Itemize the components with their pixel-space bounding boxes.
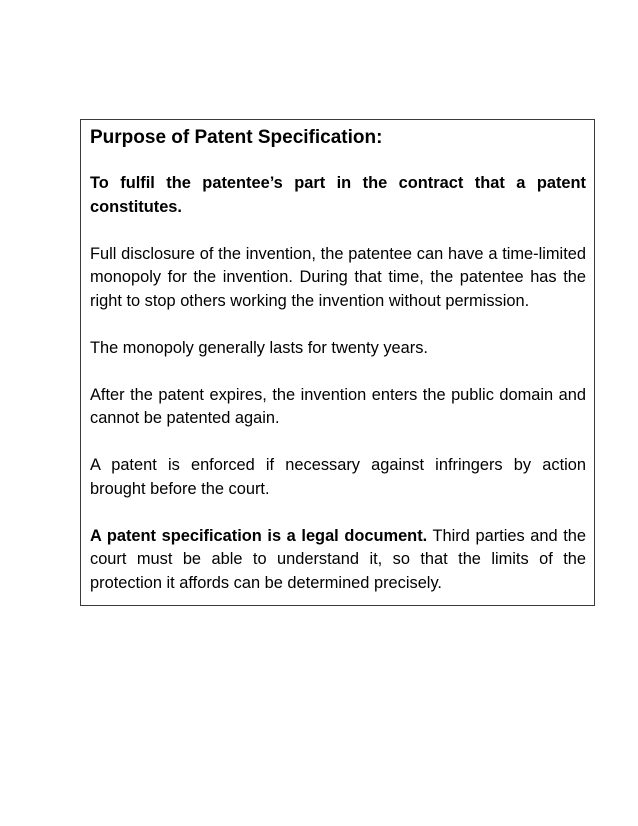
paragraph-public-domain: After the patent expires, the invention enters the public domain and cannot be patented again. [90, 385, 586, 427]
paragraph-monopoly-duration: The monopoly generally lasts for twenty years. [90, 338, 428, 357]
paragraph-legal-document [90, 525, 586, 596]
legal-document-emphasis: A patent specification is a legal document. [90, 526, 428, 545]
paragraph-contract: To fulfil the patentee’s part in the contract that a patent constitutes. [90, 174, 586, 216]
page-title: Purpose of Patent Specification: [90, 127, 383, 148]
paragraph-enforcement: A patent is enforced if necessary against infringers by action brought before the court. [90, 456, 586, 498]
paragraph-disclosure: Full disclosure of the invention, the patentee can have a time-limited monopoly for the invention. During that time, the patentee has the right to stop others working the invention without permission. [90, 244, 586, 310]
legal-document-text: Third parties and the court must be able to understand it, so that the limits of the protection it affords can be determined precisely. [90, 526, 587, 592]
content-box [80, 119, 595, 606]
